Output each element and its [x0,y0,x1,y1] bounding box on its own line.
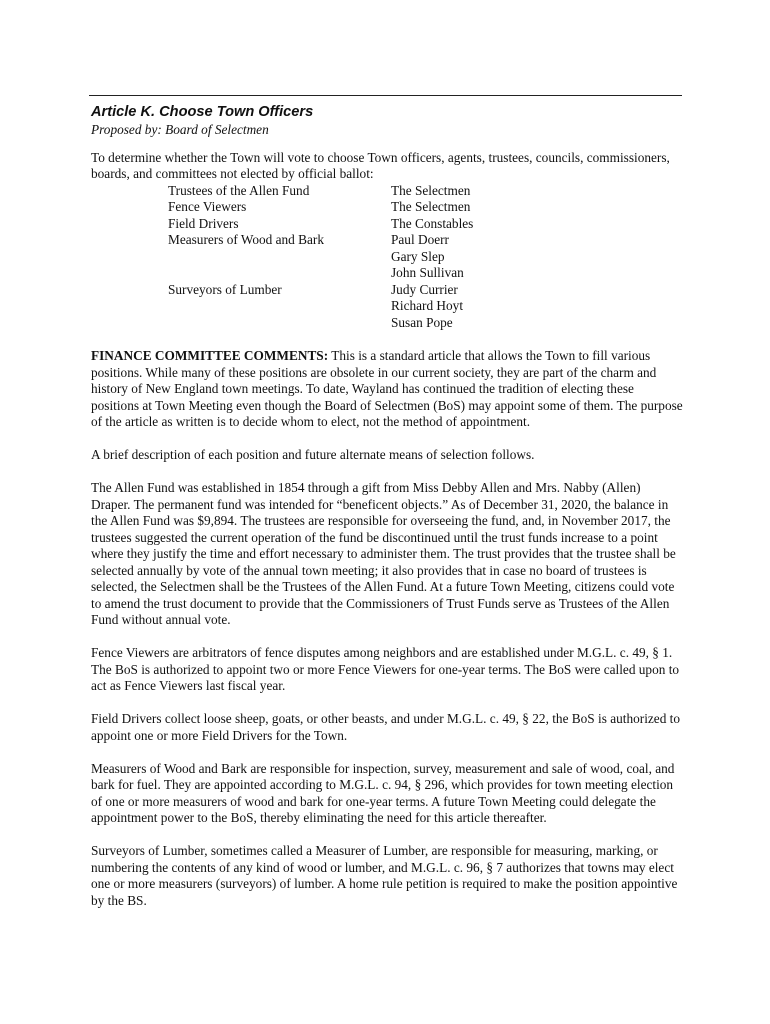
officer-holder: Gary Slep [391,248,445,264]
paragraph-measurers-wood-bark: Measurers of Wood and Bark are responsible for inspection, survey, measurement and sale of wood, coal, and bark for fuel. They are appointed according to M.G.L. c. 94, § 296, which provides for town meeting election of one or more measurers of wood and bark for one-year terms. A future Town Meeting could delegate the appointment power to the BoS, thereby eliminating the need for this article thereafter. [91,760,675,825]
officer-holder: John Sullivan [391,265,464,280]
officer-row [91,183,683,200]
officer-holder: The Selectmen [391,182,471,198]
article-content [91,102,683,926]
article-title: Article K. Choose Town Officers [91,104,314,120]
article-intro: To determine whether the Town will vote to choose Town officers, agents, trustees, councils, commissioners, boards, and committees not elected by official ballot: [91,149,670,181]
header-rule [89,95,682,96]
officer-position: Fence Viewers [168,199,247,214]
paragraph-allen-fund: The Allen Fund was established in 1854 through a gift from Miss Debby Allen and Mrs. Nabby (Allen) Draper. The permanent fund was intended for “beneficent objects.” As of December 31, 2020, the balance in the Allen Fund was $9,894. The trustees are responsible for overseeing the fund, and, in November 2017, the trustees suggested the current operation of the fund be discontinued until the trust funds increase to a point where they justify the time and effort necessary to administer them. The trust provides that the trustee shall be selected annually by vote of the annual town meeting; it also provides that in case no board of trustees is selected, the Selectmen shall be the Trustees of the Allen Fund. At a future Town Meeting, citizens could vote to amend the trust document to provide that the Commissioners of Trust Funds serve as Trustees of the Allen Fund without annual vote. [91,480,676,627]
officer-position: Field Drivers [168,215,239,231]
officer-holder: Susan Pope [391,314,453,330]
paragraph-field-drivers: Field Drivers collect loose sheep, goats, or other beasts, and under M.G.L. c. 49, § 22, the BoS is authorized to appoint one or more Field Drivers for the Town. [91,711,681,743]
officer-position: Measurers of Wood and Bark [168,232,324,247]
finance-committee-text: This is a standard article that allows the Town to fill various positions. While many of these positions are obsolete in our current society, they are part of the charm and history of New England town meetings. To date, Wayland has continued the tradition of electing these positions at Town Meeting even though the Board of Selectmen (BoS) may appoint some of them. The purpose of the article as written is to decide whom to elect, not the method of appointment. [91,348,683,429]
officer-row [91,265,683,282]
officer-row [91,232,683,249]
officer-holder: Judy Currier [391,281,458,297]
officer-row [91,199,683,216]
paragraph-surveyors-lumber: Surveyors of Lumber, sometimes called a Measurer of Lumber, are responsible for measuring, marking, or numbering the contents of any kind of wood or lumber, and M.G.L. c. 96, § 7 authorizes that towns may elect one or more measurers (surveyors) of lumber. A home rule petition is required to make the position appointive by the BS. [91,843,678,908]
officer-holder: The Constables [391,215,474,231]
officer-position: Surveyors of Lumber [168,281,282,297]
officer-position: Trustees of the Allen Fund [168,182,310,198]
officer-row [91,315,683,332]
finance-committee-heading: FINANCE COMMITTEE COMMENTS: [91,348,329,363]
officer-list [91,183,683,332]
officer-holder: Paul Doerr [391,232,449,247]
officer-row [91,282,683,299]
officer-holder: Richard Hoyt [391,298,464,313]
officer-holder: The Selectmen [391,199,471,214]
proposed-by: Proposed by: Board of Selectmen [91,122,269,137]
officer-row [91,249,683,266]
paragraph-fence-viewers: Fence Viewers are arbitrators of fence disputes among neighbors and are established under M.G.L. c. 49, § 1. The BoS is authorized to appoint two or more Fence Viewers for one-year terms. The BoS were called upon to act as Fence Viewers last fiscal year. [91,645,680,693]
officer-row [91,216,683,233]
paragraph-description-intro: A brief description of each position and future alternate means of selection follows. [91,447,535,462]
finance-committee-comments [91,348,683,431]
officer-row [91,298,683,315]
